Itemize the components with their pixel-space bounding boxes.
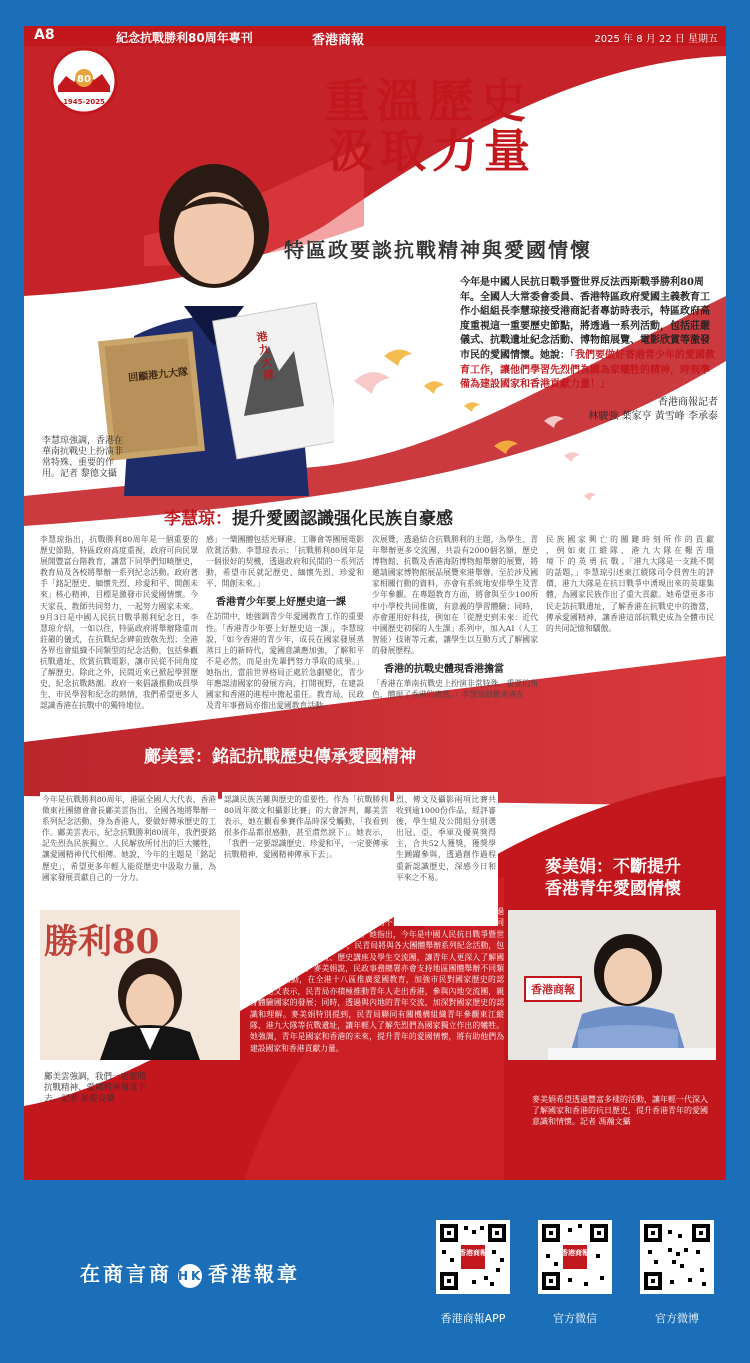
microphone-stamp: 香港商報 [524, 976, 582, 1002]
logo-number: 80 [77, 74, 91, 85]
photo2-banner-text: 勝利80 [44, 922, 160, 962]
lead-quote: 「我們要做好香港青少年的愛國教育工作，讓他們學習先烈們為國為家犧牲的精神，時刻準備為建設國家和香港貢獻力量！」 [460, 349, 715, 391]
byline-org: 香港商報記者 [658, 397, 718, 408]
lead-paragraph [460, 276, 718, 393]
section1-column-2b-text: 在訪問中，她強調青少年愛國教育工作的重要性。「香港青少年要上好歷史這一課」，李慧琼說，「如今香港的青少年，成長在國家發展蒸蒸日上的新時代，愛國意識應加強，了解和平不是必然，而是由先輩們努力爭取的成果。」她指出，當前世界格局正處於急劇變化，青少年應認清國家的發展方向，打開視野，在建設國家和香港的進程中擔起重任。教育局、民政及青年事務局亦推出愛國教育活動。 [206, 612, 364, 711]
section1-column-2-text: 感」一樂團體包括光輝港、工聯會等團展電影欣賞活動。李慧琼表示：「抗戰勝利80周年是一個很好的契機，透過政府和民間的一系列活動，希望市民就記歷史、緬懷先烈、珍愛和平、開創未來。」 [206, 535, 364, 589]
page-number: A8 [34, 27, 55, 43]
section3-title [508, 856, 718, 900]
qr-code-icon [538, 1220, 612, 1294]
byline-names: 林駿強 葉家亨 黃雪峰 李承泰 [588, 411, 718, 422]
section1-column-3b-text: 「香港在華南抗戰史上扮演非常特殊、重要的角色，體現了香港的擔當。」李慧琼細數香港在 [372, 679, 538, 700]
section2-column-3: 烈、傳文及攝影兩項比賽共收到逾1000份作品，經評審後，學生組及公開組分別選出冠、亞、季軍及優異獎得主，合共52人獲獎，獲獎學生踴躍參與，透過創作過程重新認識歷史，深感今日和平來之不易。 [394, 792, 498, 926]
portrait-illustration [40, 910, 240, 1060]
qr-label-wechat: 官方微信 [553, 1312, 597, 1325]
qr-code-icon [436, 1220, 510, 1294]
photo2-caption: 鄺美雲強調，我們一定要將抗戰精神、愛國精神傳承下去。記者 崔俊良攝 [44, 1072, 147, 1104]
section2-name: 鄺美雲： [144, 747, 212, 767]
section1-column-1: 李慧琼指出，抗戰勝利80周年是一個重要的歷史節點，特區政府高度重視，政府可向民眾展開豐富台階教育，讓當下同學們知曉歷史，教育局及各校將舉辦一系列紀念活動。政府著手「銘記歷史、緬懷先烈、珍愛和平、開創未來」核心精神，目標是激發市民愛國情懷。今天家長、教師共同努力，一起努力國家未來。9月3日是中國人民抗日戰爭勝利紀念日，李慧琼介紹，一如以往，特區政府將舉辦隆重而莊嚴的儀式，在抗戰紀念碑前致敬先烈；全港各界也會組織不同類型的紀念活動，包括參觀抗戰遺址、欣賞抗戰電影，讓市民從不同角度了解歷史。除此之外，民間近來已掀起學習歷史、紀念抗戰熱潮。政府一來倡議推動成員學生、市民學習和紀念的熱情，我們希望更多人認識香港在抗戰中的獨特地位。 [40, 535, 198, 711]
section2-title [144, 742, 416, 767]
qr-badge-2: 香港商報 [561, 1248, 589, 1257]
qr-code-weibo[interactable] [640, 1220, 714, 1294]
section3-photo-caption: 麥美娟希望透過豐富多樣的活動，讓年輕一代深入了解國家和香港的抗日歷史，提升香港青年的愛國意識和情懷。記者 馮瀚文攝 [532, 1095, 708, 1126]
footer-slogan [80, 1258, 300, 1288]
qr-label-weibo: 官方微博 [655, 1312, 699, 1325]
section1-headline: 提升愛國認識强化民族自豪感 [232, 509, 453, 529]
great-wall-emblem-icon [44, 46, 124, 116]
hk-logo-icon: HK [178, 1264, 202, 1288]
header-bar [24, 26, 726, 46]
newspaper-page [24, 26, 726, 1180]
section1-subtitle-2: 香港的抗戰史體現香港擔當 [384, 664, 504, 676]
qr-code-wechat[interactable] [538, 1220, 612, 1294]
book-left-title: 回顧港九大隊 [127, 366, 189, 385]
section1-subtitle-1: 香港青少年要上好歷史這一課 [216, 597, 346, 609]
photo1-caption: 李慧琼強調，香港在華南抗戰史上扮演非常特殊、重要的作用。記者 黎德文攝 [42, 436, 124, 479]
qr-badge-1: 香港商報 [459, 1248, 487, 1257]
section1-name: 李慧琼： [164, 509, 232, 529]
section1-column-2 [206, 534, 364, 730]
masthead: 香港商報 [312, 33, 365, 48]
qr-code-icon [640, 1220, 714, 1294]
qr-code-app[interactable] [436, 1220, 510, 1294]
section2-column-1: 今年是抗戰勝利80周年，港區全國人大代表、香港徵東社團總會會長鄺美雲指出，全國各地將舉辦一系列紀念活動，身為香港人，要做好傳承歷史的工作。鄺美雲表示，紀念抗戰勝利80周年，我們要銘記先烈為民族獨立、人民解放所付出的巨大犧牲，讓愛國精神代代相傳。她說，今年的主題是「銘記歷史」，希望更多年輕人能從歷史中汲取力量，為國家發展貢獻自己的一分力。 [40, 792, 218, 906]
section3-title-line-1: 麥美娟：不斷提升 [545, 857, 681, 877]
photo-kwong-mei-wan [40, 910, 240, 1060]
section1-title [164, 504, 453, 529]
logo-years: 1945-2025 [63, 98, 105, 106]
headline-line-1: 重溫歷史 [324, 74, 532, 128]
section1-column-4: 民 族 國 家 興 亡 的 關 鍵 時 刻 所 作 的 貢 獻 ， 例 如 東 江 縱 隊 、 港 九 大 隊 在 艱 苦 環 境 下 的 英 勇 抗 戰 。「港九大隊是一支跳不開的話題，」李慧琼引述東江縱隊司令員曾生的評價，港九大隊是在抗日戰爭中湧現出來的英雄集體，為國家民族作出了重大貢獻。她希望更多市民走訪抗戰遺址，了解香港在抗戰史中的擔當，傳承愛國精神，讓香港這部抗戰史成為全體市民的共同記憶和驕傲。 [546, 535, 714, 633]
photo-alice-mak [508, 910, 716, 1060]
section1-column-3-text: 次展覽，透過結合抗戰勝利的主題，為學生、青年舉辦更多交流團，共設有2000個名額，歷史博物館、抗戰及香港海防博物館舉辦的展覽，將邀請國家博物館展品展覽來港舉辦。至於涉及國家相關行動的資料，亦會有系統地安排學生及青少年參觀。在專題教育方面，將會與至少100所中小學校共同推廣，有意義的學習體驗；同時，亦會運用好科技，例如在「從歷史到未來：近代中國歷史初探的人生課」系列中，加入AI（人工智能）技術等元素，讓學生以互動方式了解國家的發展歷程。 [372, 535, 538, 655]
section2-headline: 銘記抗戰歷史傳承愛國精神 [212, 747, 416, 767]
main-headline [324, 76, 536, 176]
qr-label-app: 香港商報APP [440, 1312, 506, 1325]
slogan-left: 在商言商 [80, 1262, 172, 1286]
section3-body: 民政及青年事務局（民青局）局長麥美娟接受港商記者訪問時表示，在過去的一年，民青局與不同團體合作推出不同類型的愛國教育活動，讓不同年齡層的香港青年了解國家歷史。她指出，今年是中國人民抗日戰爭暨世界反法西斯戰爭勝利80周年，民青局將與各大團體舉辦系列紀念活動，包括專題展覽、影片欣賞、歷史講座及學生交流團，讓青年人更深入了解國家的發展和歷史。麥美娟說，民政事務總署亦會支持地區團體舉辦不同類型的紀念活動，在全港十八區推廣愛國教育，加強市民對國家歷史的認識。她又表示，民青局亦積極推動青年人走出香港，參與內地交流團，親身體驗國家的發展；同時，透過與內地的青年交流，加深對國家歷史的認識和理解。麥美娟特別提到，民青局聯同有關機構組織青年參觀東江縱隊、港九大隊等抗戰遺址，讓年輕人了解先烈們為國家獨立作出的犧牲。她強調，青年是國家和香港的未來，提升青年的愛國情懷，將有助他們為建設國家和香港貢獻力量。 [250, 907, 504, 1053]
section3-title-line-2: 香港青年愛國情懷 [545, 879, 681, 899]
slogan-right: 香港報章 [208, 1262, 300, 1286]
sub-headline: 特區政要談抗戰精神與愛國情懷 [284, 238, 592, 262]
section1-column-3 [372, 534, 538, 730]
issue-date: 2025 年 8 月 22 日 星期五 [594, 34, 718, 45]
headline-line-2: 汲取力量 [328, 124, 536, 178]
section2-column-2: 認識民族苦難與歷史的重要性。作為「抗戰勝利80周年徵文和攝影比賽」的大會評判，鄺美雲表示，她在觀看參賽作品時深受觸動，「我看到很多作品都很感動，甚至潸然淚下」。她表示，「我們一定要認識歷史、珍愛和平，一定要傳承抗戰精神、愛國精神傳承下去」。 [222, 792, 390, 906]
lead-text: 今年是中國人民抗日戰爭暨世界反法西斯戰爭勝利80周年。全國人大常委會委員、香港特區政府愛國主義教育工作小組組長李慧琼接受港商記者專訪時表示，特區政府高度重視這一重要歷史節點，將透過一系列活動，包括莊嚴儀式、抗戰遺址紀念活動、博物館展覽、電影欣賞等激發市民的愛國情懷。她說： [460, 277, 710, 361]
anniversary-logo [44, 46, 124, 120]
special-issue-title: 紀念抗戰勝利80周年專刊 [116, 31, 253, 45]
book-right-title: 港九大隊 [255, 329, 276, 383]
byline [554, 396, 718, 424]
